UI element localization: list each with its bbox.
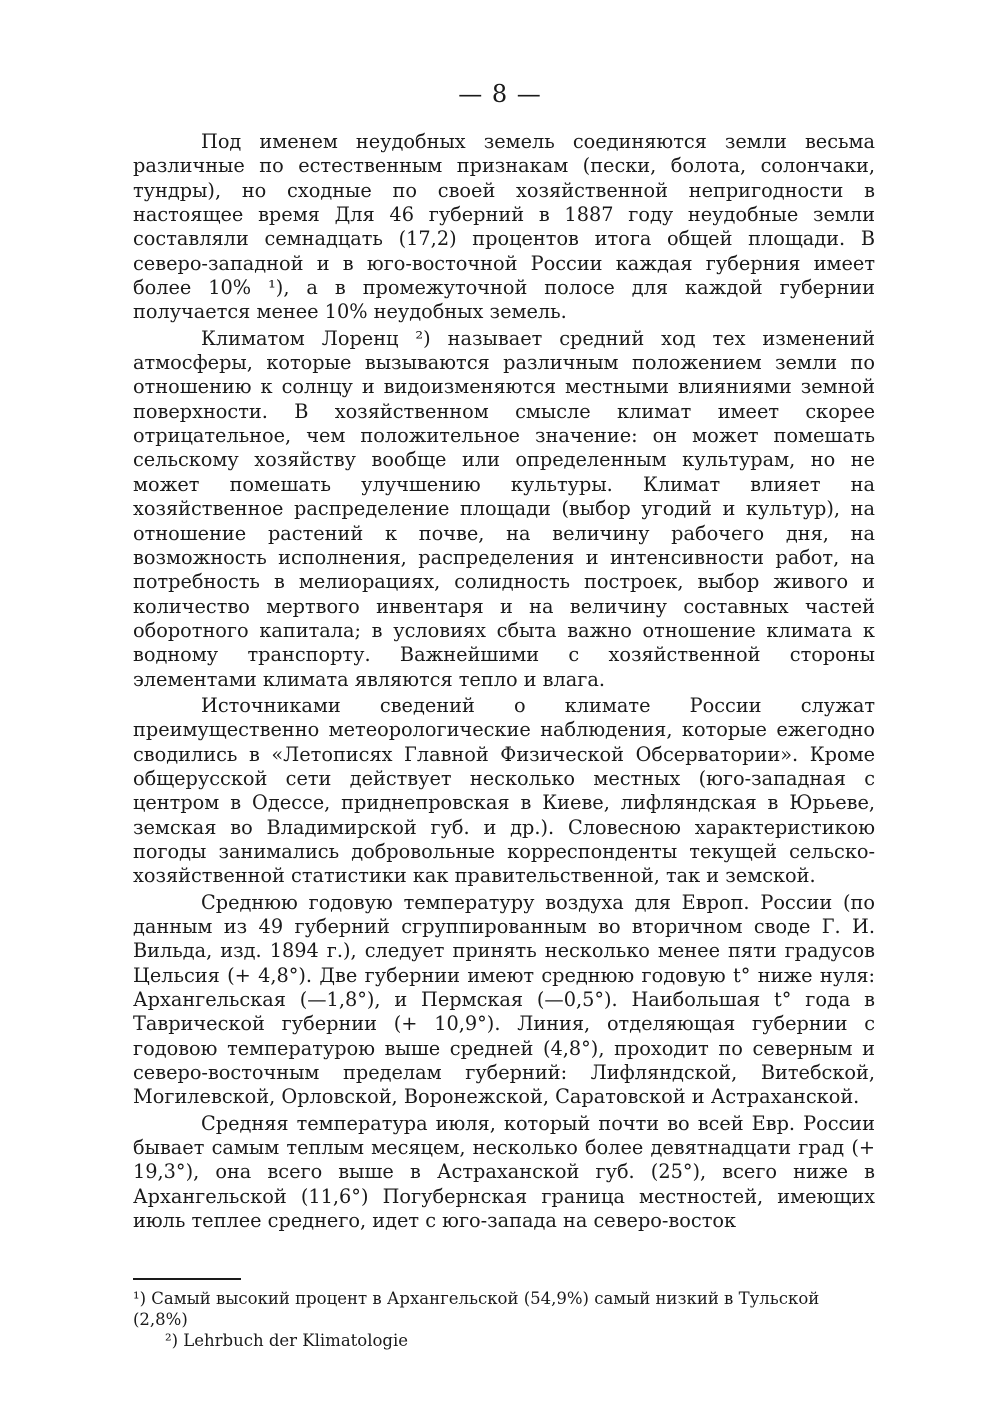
footnote-1: ¹) Самый высокий процент в Архангельской (54,9%) самый низкий в Тульской (2,8%)	[133, 1289, 820, 1329]
page-number: — 8 —	[458, 80, 542, 108]
paragraph-july-temperature: Средняя температура июля, который почти во всей Евр. России бывает самым теплым месяцем, несколько более девятнадцати град (+ 19,3°), она всего выше в Астраханской губ. (25°), всего ниже в Архангельской (11,6°) Погубернская граница местностей, имеющих июль теплее среднего, идет с юго-запада на северо-восток	[133, 1111, 875, 1233]
paragraph-annual-temperature: Среднюю годовую температуру воздуха для Европ. России (по данным из 49 губерний сгруппированным во вторичном своде Г. И. Вильда, изд. 1894 г.), следует принять несколько менее пяти градусов Цельсия (+ 4,8°). Две губернии имеют среднюю годовую t° ниже нуля: Архангельская (—1,8°), и Пермская (—0,5°). Наибольшая t° года в Таврической губернии (+ 10,9°). Линия, отделяющая губернии с годовою температурою выше средней (4,8°), проходит по северным и северо-восточным пределам губерний: Лифляндской, Витебской, Могилевской, Орловской, Воронежской, Саратовской и Астраханской.	[133, 890, 875, 1109]
footnote-2: ²) Lehrbuch der Klimatologie	[165, 1331, 409, 1350]
paragraph-climate-sources: Источниками сведений о климате России служат преимущественно метеорологические наблюдения, которые ежегодно сводились в «Летописях Главной Физической Обсерватории». Кроме общерусской сети действует несколько местных (юго-западная с центром в Одессе, приднепровская в Киеве, лифляндская в Юрьеве, земская во Владимирской губ. и др.). Словесною характеристикою погоды занимались добровольные корреспонденты текущей сельско-хозяйственной статистики как правительственной, так и земской.	[133, 693, 875, 888]
footnote-divider	[133, 1278, 241, 1280]
footnotes	[133, 1288, 875, 1351]
paragraph-unusable-lands: Под именем неудобных земель соединяются земли весьма различные по естественным признакам (пески, болота, солончаки, тундры), но сходные по своей хозяйственной непригодности в настоящее время Для 46 губерний в 1887 году неудобные земли составляли семнадцать (17,2) процентов итога общей площади. В северо-западной и в юго-восточной России каждая губерния имеет более 10% ¹), а в промежуточной полосе для каждой губернии получается менее 10% неудобных земель.	[133, 130, 875, 324]
paragraph-climate-definition: Климатом Лоренц ²) называет средний ход тех изменений атмосферы, которые вызываются различным положением земли по отношению к солнцу и видоизменяются местными влияниями земной поверхности. В хозяйственном смысле климат имеет скорее отрицательное, чем положительное значение: он может помешать сельскому хозяйству вообще или определенным культурам, но не может помешать улучшению культуры. Климат влияет на хозяйственное распределение площади (выбор угодий и культур), на отношение растений к почве, на величину рабочего дня, на возможность исполнения, распределения и интенсивности работ, на потребность в мелиорациях, солидность построек, выбор живого и количество мертвого инвентаря и на величину составных частей оборотного капитала; в условиях сбыта важно отношение климата к водному транспорту. Важнейшими с хозяйственной стороны элементами климата являются тепло и влага.	[133, 326, 875, 691]
body-text	[133, 130, 875, 1233]
